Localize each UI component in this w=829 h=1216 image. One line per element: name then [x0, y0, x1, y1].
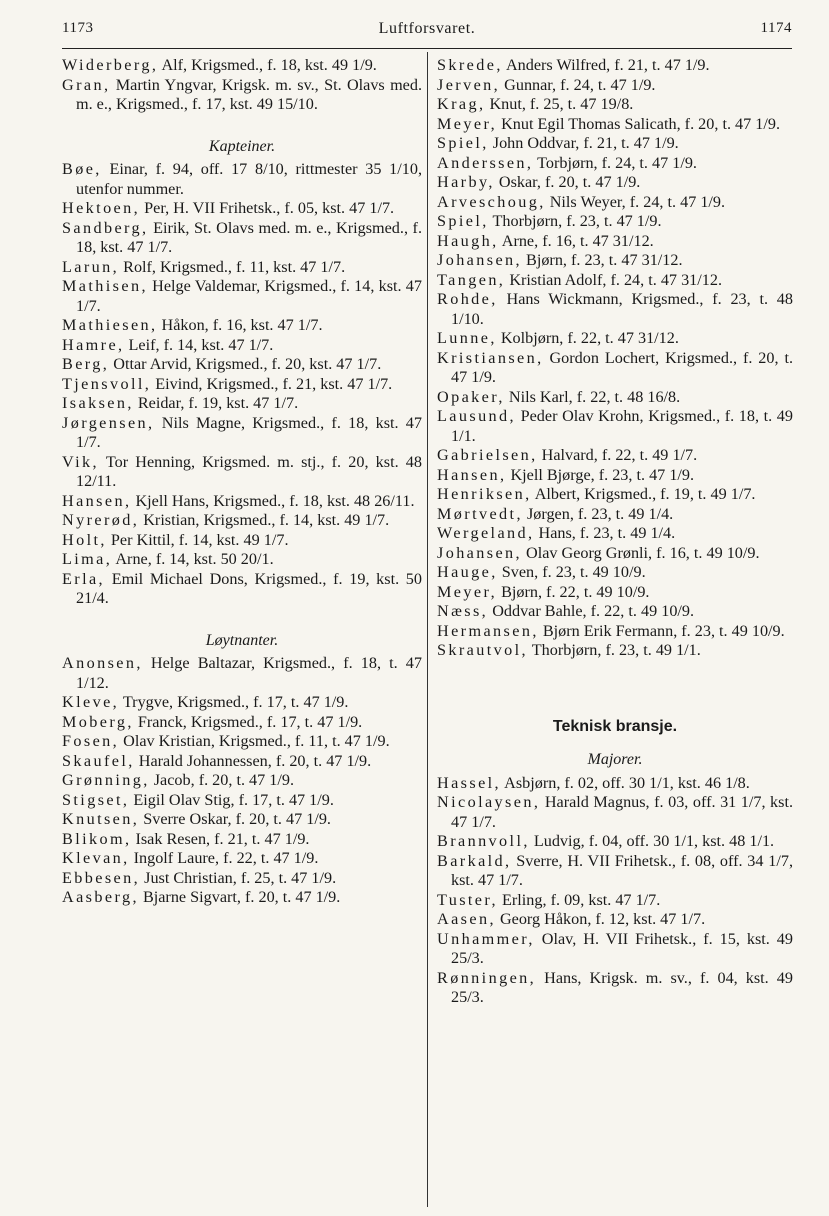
- entry-details: Eivind, Krigsmed., f. 21, kst. 47 1/7.: [151, 374, 393, 393]
- roster-entry: [62, 511, 422, 531]
- entry-surname: Hassel,: [437, 773, 502, 792]
- entry-surname: Skrede,: [437, 56, 503, 74]
- roster-entry: [437, 154, 793, 174]
- entry-details: Arne, f. 16, t. 47 31/12.: [498, 231, 654, 250]
- entry-details: Ludvig, f. 04, off. 30 1/1, kst. 48 1/1.: [529, 832, 775, 850]
- entry-surname: Ebbesen,: [62, 868, 141, 887]
- entry-details: Tor Henning, Krigsmed. m. stj., f. 20, kst. 48 12/11.: [76, 452, 422, 490]
- roster-entry: [437, 115, 793, 135]
- roster-entry: [437, 930, 793, 969]
- entry-details: Nils Karl, f. 22, t. 48 16/8.: [504, 387, 681, 406]
- roster-entry: [437, 134, 793, 154]
- entry-details: Arne, f. 14, kst. 50 20/1.: [112, 550, 274, 568]
- entry-details: Kristian, Krigsmed., f. 14, kst. 49 1/7.: [139, 511, 390, 529]
- entry-details: Reidar, f. 19, kst. 47 1/7.: [133, 394, 299, 412]
- entry-details: Olav Georg Grønli, f. 16, t. 49 10/9.: [522, 543, 760, 562]
- teknisk-bransje-heading: Teknisk bransje.: [552, 717, 678, 735]
- entry-details: Kristian Adolf, f. 24, t. 47 31/12.: [505, 270, 722, 289]
- roster-entry: [437, 583, 793, 603]
- entry-details: Olav, H. VII Frihetsk., f. 15, kst. 49 25/3.: [451, 929, 793, 967]
- roster-entry: [62, 752, 422, 772]
- roster-entry: [62, 277, 422, 316]
- entry-surname: Larun,: [62, 257, 120, 276]
- entry-surname: Anderssen,: [437, 153, 534, 172]
- entry-surname: Gabrielsen,: [437, 446, 538, 464]
- entry-surname: Blikom,: [62, 829, 132, 848]
- entry-details: Bjørn, f. 22, t. 49 10/9.: [497, 582, 650, 601]
- roster-entry: [437, 622, 793, 642]
- entry-details: Asbjørn, f. 02, off. 30 1/1, kst. 46 1/8.: [501, 773, 750, 792]
- kapteiner-heading: Kapteiner.: [208, 137, 276, 155]
- roster-entry: [437, 563, 793, 583]
- roster-entry: [437, 76, 793, 96]
- roster-entry: [62, 56, 422, 76]
- entry-surname: Sandberg,: [62, 218, 149, 237]
- entry-details: Einar, f. 94, off. 17 8/10, rittmester 35 1/10, utenfor nummer.: [76, 160, 422, 198]
- entry-details: Rolf, Krigsmed., f. 11, kst. 47 1/7.: [119, 257, 346, 276]
- entry-surname: Widerberg,: [62, 56, 159, 74]
- roster-entry: [62, 654, 422, 693]
- roster-entry: [62, 76, 422, 115]
- entry-details: Emil Michael Dons, Krigsmed., f. 19, kst. 50 21/4.: [76, 569, 422, 607]
- roster-entry: [437, 329, 793, 349]
- entry-details: Jacob, f. 20, t. 47 1/9.: [149, 771, 295, 789]
- entry-details: Peder Olav Krohn, Krigsmed., f. 18, t. 49 1/1.: [451, 407, 793, 445]
- right-column: [437, 56, 793, 1008]
- entry-surname: Wergeland,: [437, 524, 535, 542]
- entry-details: Trygve, Krigsmed., f. 17, t. 47 1/9.: [119, 693, 349, 711]
- roster-entry: [437, 407, 793, 446]
- roster-entry: [62, 869, 422, 889]
- roster-entry: [62, 355, 422, 375]
- entry-surname: Holt,: [62, 530, 107, 549]
- entry-details: Knut Egil Thomas Salicath, f. 20, t. 47 1/9.: [497, 114, 781, 133]
- entry-surname: Jørgensen,: [62, 413, 155, 432]
- entry-details: Erling, f. 09, kst. 47 1/7.: [497, 890, 661, 909]
- entry-surname: Moberg,: [62, 712, 134, 731]
- roster-entry: [437, 173, 793, 193]
- roster-entry: [437, 910, 793, 930]
- entry-surname: Skaufel,: [62, 751, 135, 770]
- entry-details: Anders Wilfred, f. 21, t. 47 1/9.: [502, 56, 710, 74]
- entry-details: Bjørn Erik Fermann, f. 23, t. 49 10/9.: [538, 621, 785, 640]
- entry-surname: Mathiesen,: [62, 316, 158, 334]
- roster-entry: [437, 290, 793, 329]
- entry-surname: Berg,: [62, 355, 110, 373]
- entry-details: Oddvar Bahle, f. 22, t. 49 10/9.: [488, 602, 695, 620]
- entry-surname: Kristiansen,: [437, 348, 544, 367]
- entry-details: Eigil Olav Stig, f. 17, t. 47 1/9.: [129, 790, 334, 809]
- entry-details: Eirik, St. Olavs med. m. e., Krigsmed., f. 18, kst. 47 1/7.: [76, 218, 422, 256]
- entry-details: Sverre, H. VII Frihetsk., f. 08, off. 34 1/7, kst. 47 1/7.: [451, 851, 793, 889]
- roster-entry: [437, 774, 793, 794]
- entry-surname: Fosen,: [62, 732, 120, 750]
- entry-surname: Hektoen,: [62, 199, 141, 217]
- roster-entry: [437, 524, 793, 544]
- entry-surname: Henriksen,: [437, 485, 532, 503]
- entry-surname: Hermansen,: [437, 621, 539, 640]
- entry-details: Georg Håkon, f. 12, kst. 47 1/7.: [495, 910, 706, 928]
- entry-surname: Johansen,: [437, 543, 522, 562]
- entry-details: Oskar, f. 20, t. 47 1/9.: [494, 173, 641, 191]
- entry-surname: Lima,: [62, 550, 113, 568]
- entry-details: Harald Johannessen, f. 20, t. 47 1/9.: [134, 751, 372, 770]
- roster-entry: [437, 95, 793, 115]
- entry-details: Isak Resen, f. 21, t. 47 1/9.: [131, 829, 310, 848]
- entry-surname: Harby,: [437, 173, 495, 191]
- entry-surname: Meyer,: [437, 582, 498, 601]
- entry-details: Helge Baltazar, Krigsmed., f. 18, t. 47 1/12.: [76, 654, 422, 692]
- entry-details: Per, H. VII Frihetsk., f. 05, kst. 47 1/7.: [140, 199, 395, 217]
- entry-surname: Klevan,: [62, 849, 130, 867]
- entry-details: Knut, f. 25, t. 47 19/8.: [485, 95, 634, 113]
- entry-surname: Rohde,: [437, 290, 498, 308]
- entry-surname: Tjensvoll,: [62, 374, 152, 393]
- roster-entry: [62, 336, 422, 356]
- roster-entry: [62, 492, 422, 512]
- entry-details: Kolbjørn, f. 22, t. 47 31/12.: [496, 329, 679, 347]
- entry-details: John Oddvar, f. 21, t. 47 1/9.: [488, 134, 679, 152]
- entry-details: Sven, f. 23, t. 49 10/9.: [497, 563, 646, 581]
- roster-entry: [437, 193, 793, 213]
- roster-entry: [437, 793, 793, 832]
- running-title: Luftforsvaret.: [378, 20, 476, 37]
- entry-details: Thorbjørn, f. 23, t. 49 1/1.: [528, 641, 701, 659]
- loytnanter-heading: Løytnanter.: [205, 631, 279, 649]
- left-page-number: 1173: [62, 20, 94, 36]
- roster-entry: [62, 693, 422, 713]
- entry-details: Hans, Krigsk. m. sv., f. 04, kst. 49 25/3.: [451, 968, 793, 1006]
- entry-details: Albert, Krigsmed., f. 19, t. 49 1/7.: [531, 485, 756, 503]
- roster-entry: [62, 713, 422, 733]
- entry-details: Nils Magne, Krigsmed., f. 18, kst. 47 1/7.: [76, 413, 422, 451]
- roster-entry: [62, 849, 422, 869]
- entry-details: Helge Valdemar, Krigsmed., f. 14, kst. 47 1/7.: [76, 277, 422, 315]
- roster-entry: [62, 888, 422, 908]
- roster-entry: [437, 349, 793, 388]
- roster-entry: [437, 251, 793, 271]
- entry-details: Kjell Bjørge, f. 23, t. 47 1/9.: [506, 465, 695, 484]
- roster-entry: [62, 570, 422, 609]
- roster-entry: [62, 453, 422, 492]
- roster-entry: [437, 485, 793, 505]
- entry-surname: Grønning,: [62, 771, 150, 789]
- left-column: [62, 56, 422, 908]
- entry-surname: Hamre,: [62, 335, 125, 354]
- roster-entry: [437, 852, 793, 891]
- entry-details: Nils Weyer, f. 24, t. 47 1/9.: [545, 192, 726, 211]
- entry-details: Ingolf Laure, f. 22, t. 47 1/9.: [129, 849, 319, 867]
- entry-details: Harald Magnus, f. 03, off. 31 1/7, kst. 47 1/7.: [451, 793, 793, 831]
- entry-surname: Hansen,: [62, 491, 132, 510]
- entry-surname: Spiel,: [437, 134, 489, 152]
- roster-entry: [62, 791, 422, 811]
- roster-entry: [437, 212, 793, 232]
- entry-surname: Aasberg,: [62, 888, 139, 906]
- roster-entry: [62, 810, 422, 830]
- entry-details: Kjell Hans, Krigsmed., f. 18, kst. 48 26/11.: [131, 491, 415, 510]
- entry-surname: Lausund,: [437, 407, 516, 425]
- entry-surname: Kleve,: [62, 693, 120, 711]
- right-top-list: [437, 56, 793, 661]
- roster-entry: [62, 414, 422, 453]
- roster-entry: [437, 388, 793, 408]
- entry-details: Hans, f. 23, t. 49 1/4.: [534, 524, 676, 542]
- entry-surname: Tuster,: [437, 890, 498, 909]
- entry-surname: Jerven,: [437, 75, 501, 94]
- entry-details: Halvard, f. 22, t. 49 1/7.: [537, 446, 698, 464]
- entry-surname: Nicolaysen,: [437, 793, 541, 811]
- roster-entry: [437, 466, 793, 486]
- entry-surname: Anonsen,: [62, 654, 143, 672]
- entry-surname: Haugh,: [437, 231, 499, 250]
- entry-details: Just Christian, f. 25, t. 47 1/9.: [140, 868, 337, 887]
- entry-surname: Krag,: [437, 95, 486, 113]
- entry-details: Gordon Lochert, Krigsmed., f. 20, t. 47 1/9.: [451, 348, 793, 386]
- roster-entry: [437, 641, 793, 661]
- entry-details: Leif, f. 14, kst. 47 1/7.: [124, 335, 274, 354]
- entry-details: Jørgen, f. 23, t. 49 1/4.: [522, 504, 674, 523]
- roster-entry: [62, 375, 422, 395]
- entry-details: Torbjørn, f. 24, t. 47 1/9.: [533, 153, 697, 172]
- entry-surname: Tangen,: [437, 270, 506, 289]
- roster-entry: [62, 550, 422, 570]
- entry-details: Gunnar, f. 24, t. 47 1/9.: [500, 75, 656, 94]
- left-top-list: [62, 56, 422, 115]
- roster-entry: [62, 316, 422, 336]
- entry-details: Ottar Arvid, Krigsmed., f. 20, kst. 47 1/7.: [109, 355, 382, 373]
- roster-entry: [437, 56, 793, 76]
- entry-surname: Hauge,: [437, 563, 498, 581]
- entry-surname: Erla,: [62, 569, 106, 588]
- entry-surname: Aasen,: [437, 910, 496, 928]
- roster-entry: [62, 531, 422, 551]
- roster-entry: [437, 832, 793, 852]
- entry-surname: Skrautvol,: [437, 641, 528, 659]
- majorer-heading: Majorer.: [587, 751, 643, 768]
- entry-details: Olav Kristian, Krigsmed., f. 11, t. 47 1/9.: [119, 732, 390, 750]
- roster-entry: [437, 271, 793, 291]
- entry-details: Franck, Krigsmed., f. 17, t. 47 1/9.: [133, 712, 363, 731]
- entry-surname: Knutsen,: [62, 810, 140, 828]
- entry-surname: Bøe,: [62, 160, 102, 178]
- entry-details: Bjarne Sigvart, f. 20, t. 47 1/9.: [138, 888, 341, 906]
- right-page-number: 1174: [760, 20, 792, 36]
- roster-entry: [62, 258, 422, 278]
- entry-details: Bjørn, f. 23, t. 47 31/12.: [522, 251, 683, 269]
- entry-surname: Hansen,: [437, 465, 507, 484]
- entry-surname: Mathisen,: [62, 277, 148, 295]
- roster-entry: [62, 219, 422, 258]
- entry-details: Sverre Oskar, f. 20, t. 47 1/9.: [139, 810, 331, 828]
- roster-entry: [62, 160, 422, 199]
- entry-surname: Mørtvedt,: [437, 504, 523, 523]
- roster-entry: [62, 732, 422, 752]
- loytnanter-list: [62, 654, 422, 908]
- entry-details: Thorbjørn, f. 23, t. 47 1/9.: [488, 212, 662, 230]
- roster-entry: [437, 446, 793, 466]
- entry-details: Alf, Krigsmed., f. 18, kst. 49 1/9.: [158, 56, 377, 74]
- page-header: [62, 14, 792, 49]
- entry-surname: Arveschoug,: [437, 192, 546, 211]
- roster-entry: [62, 771, 422, 791]
- entry-surname: Lunne,: [437, 329, 497, 347]
- entry-surname: Nyrerød,: [62, 511, 140, 529]
- entry-details: Hans Wickmann, Krigsmed., f. 23, t. 48 1/10.: [451, 290, 793, 328]
- entry-surname: Isaksen,: [62, 394, 134, 412]
- entry-surname: Rønningen,: [437, 968, 537, 987]
- roster-entry: [62, 830, 422, 850]
- roster-entry: [62, 394, 422, 414]
- column-divider: [427, 52, 428, 1207]
- entry-details: Per Kittil, f. 14, kst. 49 1/7.: [106, 530, 289, 549]
- entry-surname: Unhammer,: [437, 929, 535, 948]
- entry-details: Martin Yngvar, Krigsk. m. sv., St. Olavs med. m. e., Krigsmed., f. 17, kst. 49 15/10.: [76, 75, 422, 113]
- entry-surname: Spiel,: [437, 212, 489, 230]
- roster-entry: [437, 544, 793, 564]
- kapteiner-list: [62, 160, 422, 609]
- entry-surname: Barkald,: [437, 851, 512, 870]
- roster-entry: [437, 969, 793, 1008]
- entry-surname: Brannvoll,: [437, 832, 530, 850]
- entry-surname: Meyer,: [437, 114, 498, 133]
- roster-entry: [437, 232, 793, 252]
- entry-surname: Johansen,: [437, 251, 522, 269]
- entry-surname: Næss,: [437, 602, 489, 620]
- roster-entry: [437, 602, 793, 622]
- entry-surname: Stigset,: [62, 790, 130, 809]
- roster-entry: [62, 199, 422, 219]
- entry-surname: Opaker,: [437, 387, 505, 406]
- roster-entry: [437, 891, 793, 911]
- entry-surname: Vik,: [62, 452, 99, 471]
- majorer-list: [437, 774, 793, 1008]
- roster-entry: [437, 505, 793, 525]
- entry-surname: Gran,: [62, 75, 111, 94]
- entry-details: Håkon, f. 16, kst. 47 1/7.: [157, 316, 323, 334]
